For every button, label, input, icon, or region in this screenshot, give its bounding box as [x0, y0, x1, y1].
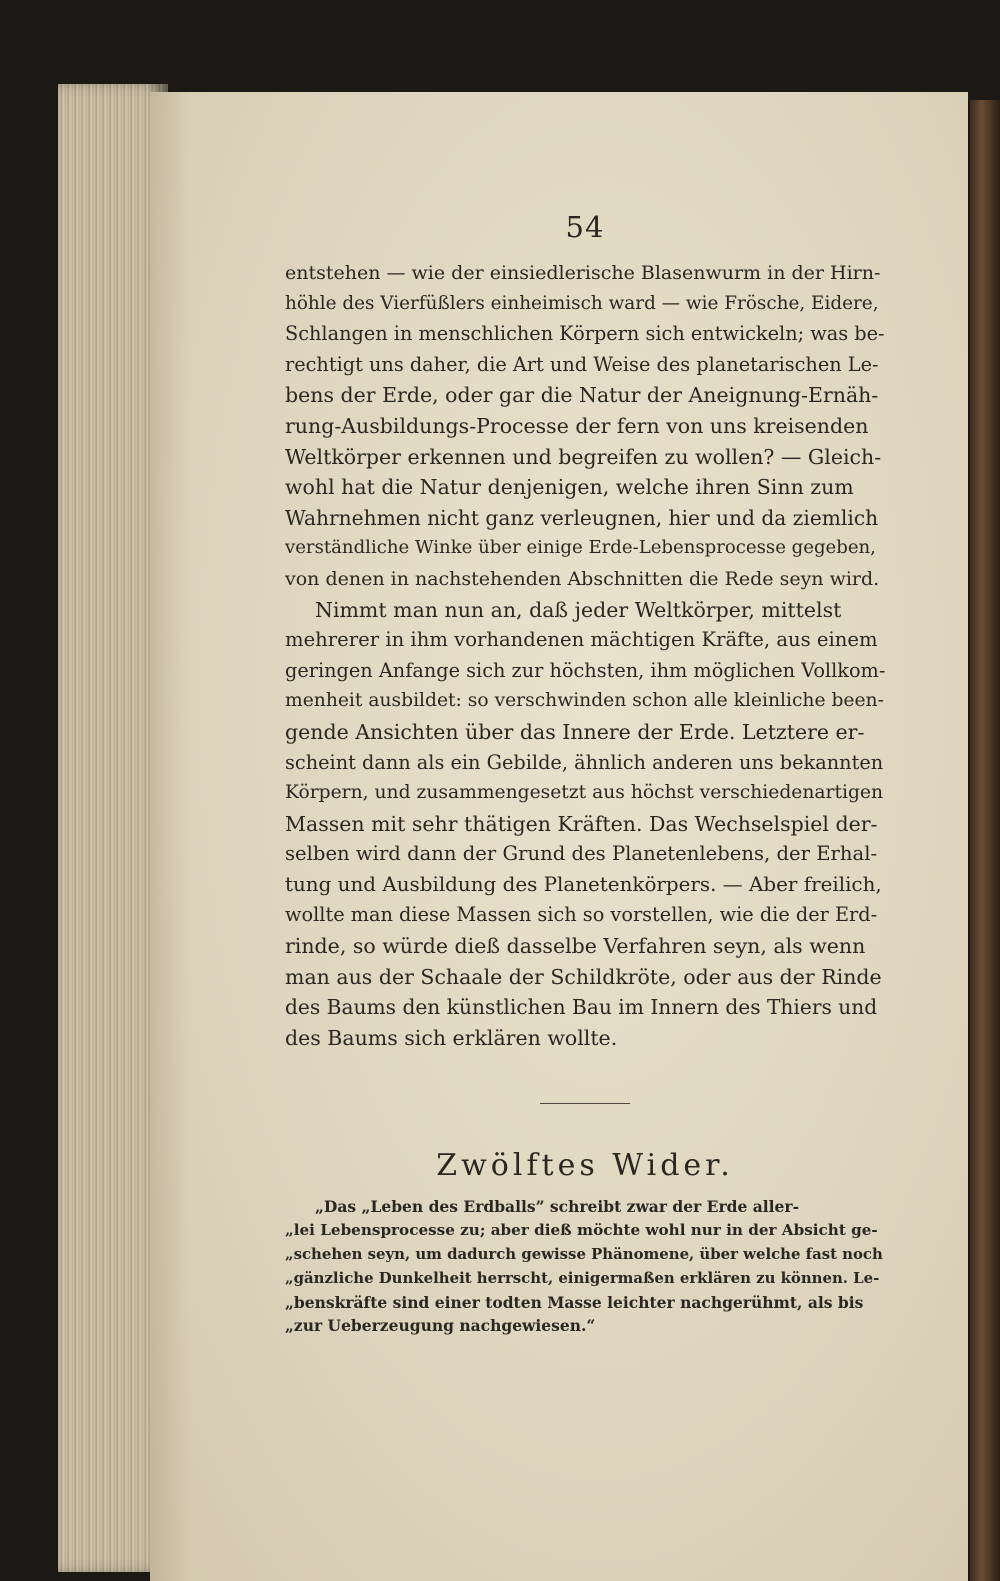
- text-line: scheint dann als ein Gebilde, ähnlich anderen uns bekannten: [285, 750, 884, 774]
- text-line: höhle des Vierfüßlers einheimisch ward — wie Frösche, Eidere,: [285, 292, 879, 314]
- text-line: von denen in nachstehenden Abschnitten die Rede seyn wird.: [285, 567, 880, 590]
- page-number: 54: [565, 210, 605, 244]
- quote-block: [285, 1195, 885, 1338]
- paragraph-1: [285, 258, 885, 595]
- text-line: tung und Ausbildung des Planetenkörpers. — Aber freilich,: [285, 872, 882, 896]
- quote-line: „lei Lebensprocesse zu; aber dieß möchte wohl nur in der Absicht ge-: [285, 1221, 878, 1240]
- text-line: bens der Erde, oder gar die Natur der Aneignung-Ernäh-: [285, 383, 879, 408]
- text-line: entstehen — wie der einsiedlerische Blasenwurm in der Hirn-: [285, 262, 881, 284]
- text-line: menheit ausbildet: so verschwinden schon alle kleinliche been-: [285, 690, 884, 712]
- text-line: selben wird dann der Grund des Planetenlebens, der Erhal-: [285, 842, 878, 866]
- section-divider: [540, 1103, 630, 1104]
- quote-line: „schehen seyn, um dadurch gewisse Phänomene, über welche fast noch: [285, 1245, 883, 1264]
- text-line: verständliche Winke über einige Erde-Lebensprocesse gegeben,: [285, 537, 876, 559]
- text-line: rechtigt uns daher, die Art und Weise des planetarischen Le-: [285, 352, 879, 376]
- quote-line: „zur Ueberzeugung nachgewiesen.“: [285, 1316, 596, 1336]
- section-heading: Zwölftes Wider.: [436, 1148, 734, 1184]
- text-line: rung-Ausbildungs-Processe der fern von uns kreisenden: [285, 413, 869, 438]
- text-line: geringen Anfange sich zur höchsten, ihm möglichen Vollkom-: [285, 658, 886, 682]
- text-line: mehrerer in ihm vorhandenen mächtigen Kräfte, aus einem: [285, 628, 878, 652]
- text-line: wollte man diese Massen sich so vorstellen, wie die der Erd-: [285, 903, 878, 927]
- text-line: Körpern, und zusammengesetzt aus höchst verschiedenartigen: [285, 782, 883, 804]
- text-line: Schlangen in menschlichen Körpern sich entwickeln; was be-: [285, 322, 885, 346]
- text-line: wohl hat die Natur denjenigen, welche ihren Sinn zum: [285, 475, 854, 500]
- text-line: des Baums sich erklären wollte.: [285, 1025, 618, 1050]
- page-content: [285, 210, 885, 1338]
- text-line: Wahrnehmen nicht ganz verleugnen, hier und da ziemlich: [285, 505, 879, 530]
- text-line: rinde, so würde dieß dasselbe Verfahren seyn, als wenn: [285, 934, 866, 959]
- text-line: Massen mit sehr thätigen Kräften. Das Wechselspiel der-: [285, 811, 878, 836]
- quote-line: „Das „Leben des Erdballs” schreibt zwar der Erde aller-: [315, 1197, 800, 1217]
- text-line: gende Ansichten über das Innere der Erde. Letztere er-: [285, 719, 865, 744]
- text-line: des Baums den künstlichen Bau im Innern des Thiers und: [285, 995, 878, 1020]
- text-line: Weltkörper erkennen und begreifen zu wollen? — Gleich-: [285, 444, 882, 469]
- quote-line: „gänzliche Dunkelheit herrscht, einigermaßen erklären zu können. Le-: [285, 1268, 880, 1287]
- text-line: man aus der Schaale der Schildkröte, oder aus der Rinde: [285, 964, 882, 989]
- quote-line: „benskräfte sind einer todten Masse leichter nachgerühmt, als bis: [285, 1292, 864, 1312]
- text-line: Nimmt man nun an, daß jeder Weltkörper, mittelst: [315, 597, 842, 622]
- paragraph-2: [285, 595, 885, 1054]
- book-cover-edge: [970, 100, 1000, 1581]
